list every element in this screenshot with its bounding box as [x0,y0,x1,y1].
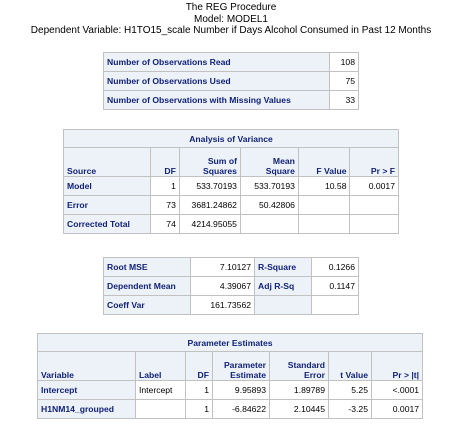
title-model: Model: MODEL1 [194,13,268,25]
params-cell: 2.10445 [270,400,329,419]
params-cell: -6.84622 [213,400,270,419]
anova-cell [298,215,350,234]
table-row [64,196,399,215]
obs-missing-value: 33 [330,91,359,110]
fit-label: Adj R-Sq [255,277,312,296]
fit-label [255,296,312,315]
table-row [38,400,423,419]
anova-cell [298,196,350,215]
parameter-estimates-table [37,333,423,419]
anova-header-df: DF [151,148,179,177]
params-caption: Parameter Estimates [38,334,423,352]
params-cell: 1.89789 [270,381,329,400]
anova-caption: Analysis of Variance [64,130,399,148]
anova-source-error: Error [64,196,151,215]
obs-used-label: Number of Observations Used [104,72,330,91]
params-header-df: DF [186,352,213,381]
params-cell: 9.95893 [213,381,270,400]
fit-label: R-Square [255,258,312,277]
params-header-se-line1: Standard [287,360,325,370]
observations-table [103,52,359,110]
title-procedure: The REG Procedure [185,2,277,13]
params-header-p: Pr > |t| [372,352,423,381]
params-cell: 1 [186,400,213,419]
params-header-se-line2: Error [303,370,325,380]
params-header-estimate-line2: Estimate [230,370,266,380]
params-cell: 5.25 [329,381,372,400]
params-header-estimate [213,352,270,381]
table-row [104,258,359,277]
anova-cell: 74 [151,215,179,234]
fit-value: 4.39067 [191,277,255,296]
anova-header-ss [179,148,240,177]
anova-table [63,129,399,234]
table-row [104,91,359,110]
anova-header-ms-line1: Mean [272,156,295,166]
anova-cell: 1 [151,177,179,196]
anova-header-ms [240,148,298,177]
table-row [38,381,423,400]
params-header-label: Label [136,352,186,381]
anova-header-f: F Value [298,148,350,177]
table-row [64,215,399,234]
params-header-se [270,352,329,381]
obs-missing-label: Number of Observations with Missing Values [104,91,330,110]
fit-value: 161.73562 [191,296,255,315]
anova-header-ms-line2: Square [265,166,295,176]
params-cell: -3.25 [329,400,372,419]
obs-read-value: 108 [330,53,359,72]
anova-cell [350,196,399,215]
fit-statistics-table [103,257,359,315]
params-cell: Intercept [136,381,186,400]
params-variable: H1NM14_grouped [38,400,136,419]
title-dependent-variable: Dependent Variable: H1TO15_scale Number if Days Alcohol Consumed in Past 12 Months [30,25,432,36]
params-cell: 0.0017 [372,400,423,419]
anova-cell: 533.70193 [179,177,240,196]
table-row [104,296,359,315]
params-header-t: t Value [329,352,372,381]
params-cell: 1 [186,381,213,400]
anova-header-ss-line1: Sum of [207,156,237,166]
anova-cell: 3681.24862 [179,196,240,215]
anova-cell [350,215,399,234]
fit-value: 0.1147 [312,277,359,296]
params-cell [136,400,186,419]
obs-read-label: Number of Observations Read [104,53,330,72]
anova-header-p: Pr > F [350,148,399,177]
anova-cell: 0.0017 [350,177,399,196]
table-row [104,72,359,91]
anova-source-model: Model [64,177,151,196]
fit-value [312,296,359,315]
params-variable: Intercept [38,381,136,400]
params-cell: <.0001 [372,381,423,400]
anova-cell: 50.42806 [240,196,298,215]
table-row [104,53,359,72]
fit-label: Root MSE [104,258,191,277]
anova-cell: 73 [151,196,179,215]
fit-label: Dependent Mean [104,277,191,296]
obs-used-value: 75 [330,72,359,91]
anova-cell: 533.70193 [240,177,298,196]
anova-cell: 4214.95055 [179,215,240,234]
anova-cell [240,215,298,234]
table-row [64,177,399,196]
anova-source-total: Corrected Total [64,215,151,234]
params-header-estimate-line1: Parameter [223,360,266,370]
fit-value: 7.10127 [191,258,255,277]
anova-header-source: Source [64,148,151,177]
anova-cell: 10.58 [298,177,350,196]
fit-value: 0.1266 [312,258,359,277]
fit-label: Coeff Var [104,296,191,315]
titles [0,2,462,37]
params-header-variable: Variable [38,352,136,381]
anova-header-ss-line2: Squares [203,166,237,176]
table-row [104,277,359,296]
